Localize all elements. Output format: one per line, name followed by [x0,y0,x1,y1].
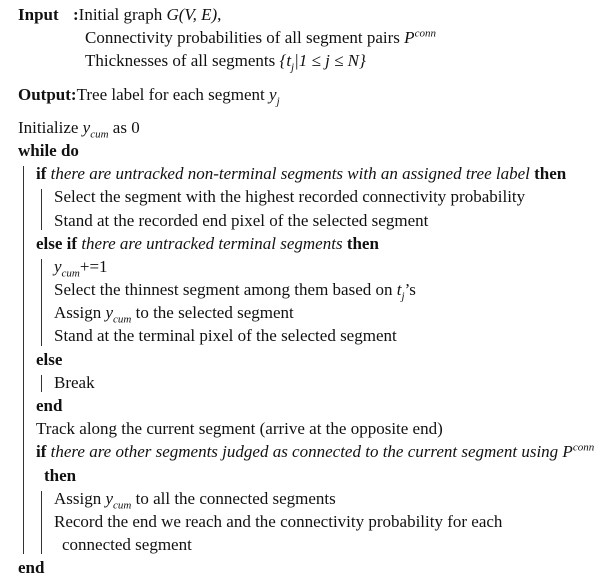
output-line [18,83,605,106]
elseif-line [36,232,605,255]
math-sub: j [291,61,295,74]
math-sub: cum [113,313,132,326]
input-colon: : [73,5,79,24]
algorithm-block [18,3,605,580]
math-y: y [269,84,277,104]
if-line [36,162,605,185]
math-sub: j [401,290,405,303]
while-keyword: while do [18,140,79,160]
math-sub: cum [113,499,132,512]
while-body [18,162,605,556]
math-sup: conn [414,27,436,40]
statement [54,301,605,324]
if-keyword: if [36,442,47,462]
input-text-1: Initial graph [78,5,167,24]
statement-text: to the selected segment [131,303,294,323]
math-p: P [562,442,573,462]
statement-continuation: connected segment [62,535,192,555]
math-sub: cum [90,128,109,141]
math-y: y [105,303,114,323]
else-body [36,371,605,394]
statement-text: Select the thinnest segment among them based on [54,280,397,300]
input-line-3 [18,49,605,72]
statement [54,487,605,510]
statement: Stand at the terminal pixel of the selected segment [54,326,397,346]
math-sub: j [276,94,280,107]
output-label: Output: [18,84,77,104]
input-line-2 [18,26,605,49]
suffix: ’s [404,280,416,300]
if-condition: there are untracked non-terminal segments with an assigned tree label [50,164,530,184]
increment: +=1 [79,256,108,276]
statement: Record the end we reach and the connectivity probability for each [54,511,503,531]
elseif-keyword: else if [36,233,78,253]
math-y: y [82,117,91,137]
math-t: t [396,280,402,300]
then-keyword: then [534,164,567,184]
math-sup: conn [572,441,595,454]
statement: Select the segment with the highest recorded connectivity probability [54,187,526,207]
statement: Track along the current segment (arrive at the opposite end) [36,419,443,439]
statement-text: Assign [54,303,106,323]
math-set: {t [279,51,292,71]
output-text: Tree label for each segment [76,84,270,104]
end-keyword: end [36,396,63,415]
if-body [36,185,605,231]
if2-body [36,487,605,557]
init-line [18,116,605,139]
math-p: P [404,28,415,48]
input-label: Input [18,5,59,24]
statement [54,255,605,278]
statement [54,278,605,301]
statement: Break [54,372,95,392]
math-set-2: |1 ≤ j ≤ N} [294,51,366,71]
end-keyword: end [18,558,45,578]
if-keyword: if [36,164,47,184]
init-text: Initialize [18,117,83,137]
math-sub: cum [61,267,80,280]
math-y: y [54,256,62,276]
then-keyword: then [44,465,77,485]
statement-text: Assign [54,488,106,508]
input-text-2: Connectivity probabilities of all segment pairs [85,28,405,48]
else-keyword: else [36,349,63,369]
elseif-body [36,255,605,348]
statement: Stand at the recorded end pixel of the selected segment [54,210,429,230]
comma: , [217,5,222,24]
if-condition: there are other segments judged as connected to the current segment using [50,442,563,462]
statement-text: to all the connected segments [131,488,336,508]
if2-line [36,440,605,463]
math-y: y [105,488,114,508]
math-graph: G(V, E) [166,5,218,24]
input-text-3: Thicknesses of all segments [85,51,280,71]
then-keyword: then [346,233,379,253]
init-text-2: as 0 [108,117,140,137]
input-line-1 [18,3,605,26]
elseif-condition: there are untracked terminal segments [81,233,343,253]
